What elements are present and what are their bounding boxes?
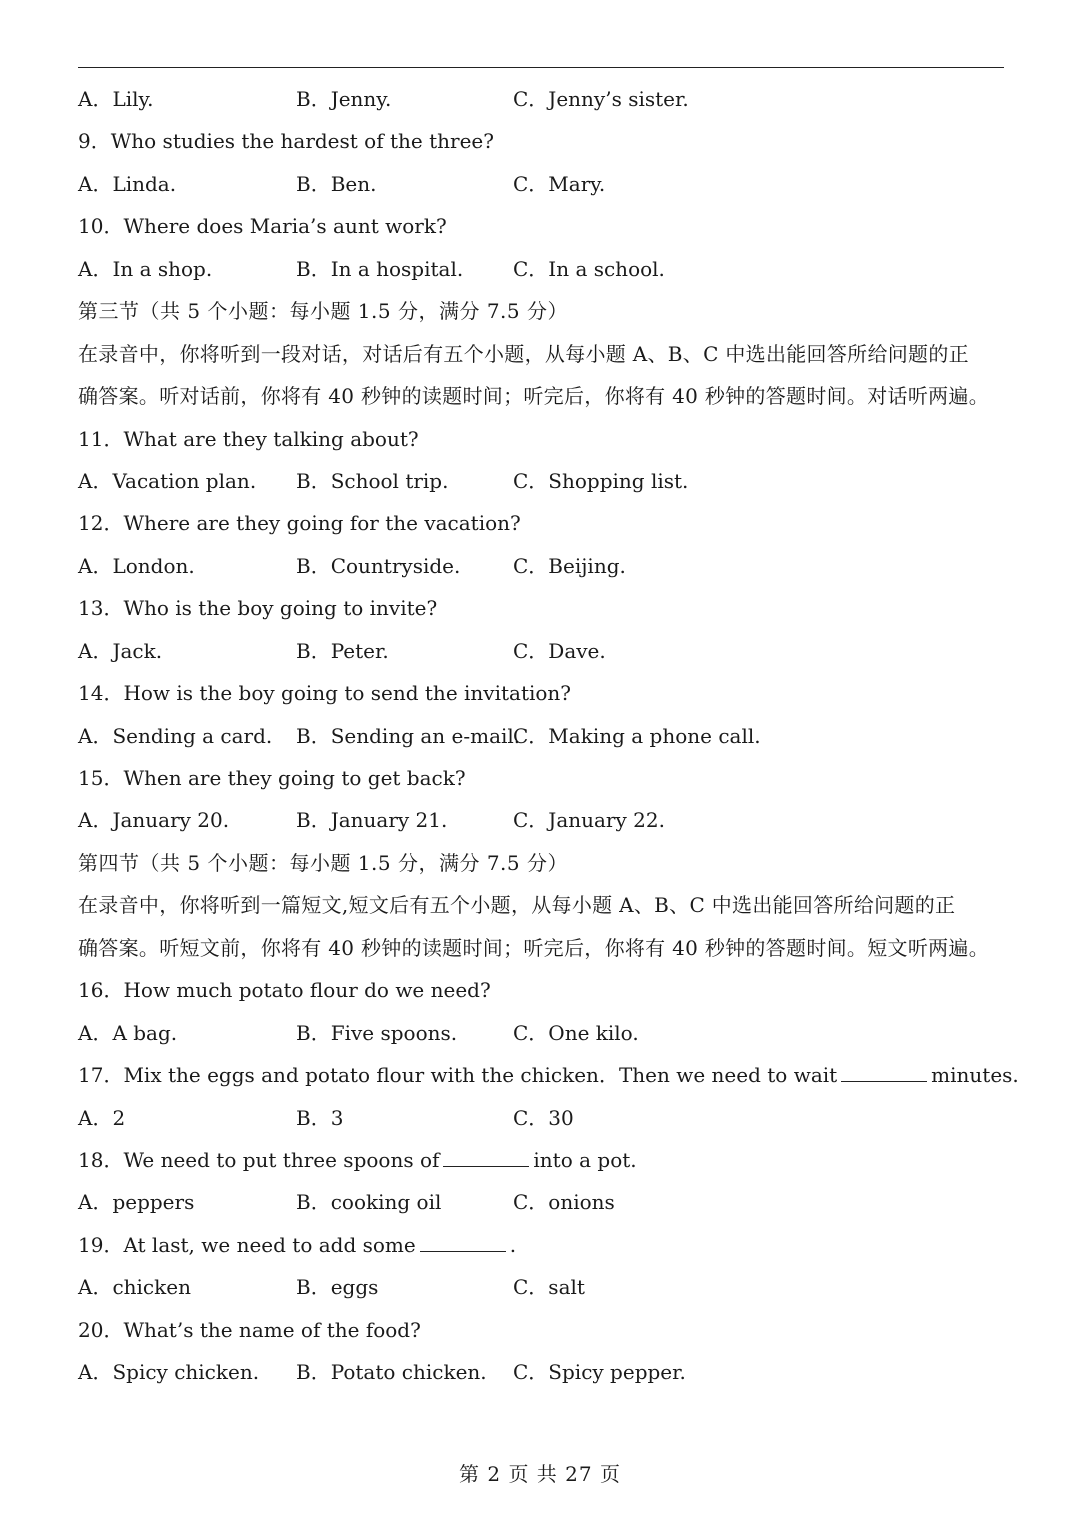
option-c: C．Spicy pepper.	[513, 1360, 686, 1385]
exam-content	[78, 78, 1019, 1394]
question-line: 9．Who studies the hardest of the three?	[78, 129, 494, 154]
question-line: 15．When are they going to get back?	[78, 766, 466, 790]
options-row	[78, 799, 1008, 841]
option-a: A．Jack.	[78, 638, 163, 663]
question-line: 14．How is the boy going to send the invitation?	[78, 681, 572, 706]
option-c: C．salt	[513, 1275, 585, 1300]
options-row	[78, 630, 1008, 672]
options-row	[78, 715, 1008, 757]
option-c: C．Dave.	[513, 638, 606, 663]
question-text-after: into a pot.	[533, 1147, 637, 1172]
option-b: B．School trip.	[296, 468, 449, 493]
option-c: C．Jenny’s sister.	[513, 87, 689, 111]
options-row	[78, 460, 1008, 502]
option-c: C．One kilo.	[513, 1020, 639, 1045]
option-b: B．Jenny.	[296, 87, 392, 111]
option-b: B．Potato chicken.	[296, 1360, 487, 1385]
options-row	[78, 1012, 1008, 1054]
question-line	[78, 1224, 1008, 1266]
question-line: 12．Where are they going for the vacation?	[78, 511, 521, 536]
question-line: 13．Who is the boy going to invite?	[78, 596, 438, 621]
option-a: A．London.	[78, 553, 195, 578]
option-c: C．onions	[513, 1190, 615, 1215]
section-title: 第三节（共 5 个小题：每小题 1.5 分，满分 7.5 分）	[78, 299, 568, 324]
instruction-text: 确答案。听对话前，你将有 40 秒钟的读题时间；听完后，你将有 40 秒钟的答题时间。对话听两遍。	[78, 384, 990, 409]
option-c: C．Making a phone call.	[513, 723, 761, 748]
instruction-text: 确答案。听短文前，你将有 40 秒钟的读题时间；听完后，你将有 40 秒钟的答题时间。短文听两遍。	[78, 935, 990, 960]
option-a: A．Spicy chicken.	[78, 1360, 260, 1385]
option-c: C．January 22.	[513, 808, 665, 833]
option-a: A．chicken	[78, 1275, 191, 1300]
options-row	[78, 1351, 1008, 1393]
instruction-text: 在录音中，你将听到一篇短文,短文后有五个小题，从每小题 A、B、C 中选出能回答所给问题的正	[78, 893, 956, 918]
option-a: A．Lily.	[78, 87, 154, 111]
question-text: 17．Mix the eggs and potato flour with the chicken．Then we need to wait	[78, 1063, 838, 1088]
question-text-after: minutes.	[931, 1063, 1019, 1088]
options-row	[78, 1097, 1008, 1139]
question-line: 11．What are they talking about?	[78, 426, 419, 451]
option-b: B．Countryside.	[296, 553, 461, 578]
option-a: A．A bag.	[78, 1020, 178, 1045]
question-line: 10．Where does Maria’s aunt work?	[78, 214, 447, 239]
question-line	[78, 1139, 1008, 1181]
header-rule	[78, 67, 1004, 68]
option-c: C．In a school.	[513, 256, 665, 281]
option-b: B．Peter.	[296, 638, 389, 663]
option-a: A．In a shop.	[78, 256, 213, 281]
option-b: B．Ben.	[296, 171, 377, 196]
options-row	[78, 163, 1008, 205]
options-row	[78, 248, 1008, 290]
option-b: B．Five spoons.	[296, 1020, 458, 1045]
section-title: 第四节（共 5 个小题：每小题 1.5 分，满分 7.5 分）	[78, 850, 568, 875]
option-b: B．3	[296, 1105, 344, 1130]
question-line: 20．What’s the name of the food?	[78, 1317, 421, 1342]
option-a: A．January 20.	[78, 808, 230, 833]
options-row	[78, 545, 1008, 587]
option-c: C．30	[513, 1105, 574, 1130]
option-c: C．Beijing.	[513, 553, 626, 578]
question-line	[78, 1054, 1019, 1096]
options-row	[78, 1266, 1008, 1308]
question-line: 16．How much potato flour do we need?	[78, 978, 491, 1003]
answer-blank	[420, 1229, 506, 1252]
options-row	[78, 78, 1008, 120]
option-a: A．Linda.	[78, 171, 177, 196]
option-a: A．Sending a card.	[78, 723, 273, 748]
question-text: 19．At last, we need to add some	[78, 1232, 416, 1257]
option-c: C．Mary.	[513, 171, 606, 196]
option-b: B．In a hospital.	[296, 256, 464, 281]
option-b: B．cooking oil	[296, 1190, 442, 1215]
question-text-after: .	[509, 1232, 517, 1257]
answer-blank	[841, 1059, 927, 1082]
question-text: 18．We need to put three spoons of	[78, 1147, 440, 1172]
option-b: B．Sending an e-mail.	[296, 723, 521, 748]
instruction-text: 在录音中，你将听到一段对话，对话后有五个小题，从每小题 A、B、C 中选出能回答所给问题的正	[78, 341, 969, 366]
option-b: B．eggs	[296, 1275, 379, 1300]
page-footer: 第 2 页 共 27 页	[459, 1462, 621, 1486]
option-a: A．peppers	[78, 1190, 195, 1215]
option-a: A．2	[78, 1105, 126, 1130]
options-row	[78, 1181, 1008, 1223]
answer-blank	[443, 1144, 529, 1167]
option-c: C．Shopping list.	[513, 468, 689, 493]
option-a: A．Vacation plan.	[78, 468, 257, 493]
option-b: B．January 21.	[296, 808, 448, 833]
